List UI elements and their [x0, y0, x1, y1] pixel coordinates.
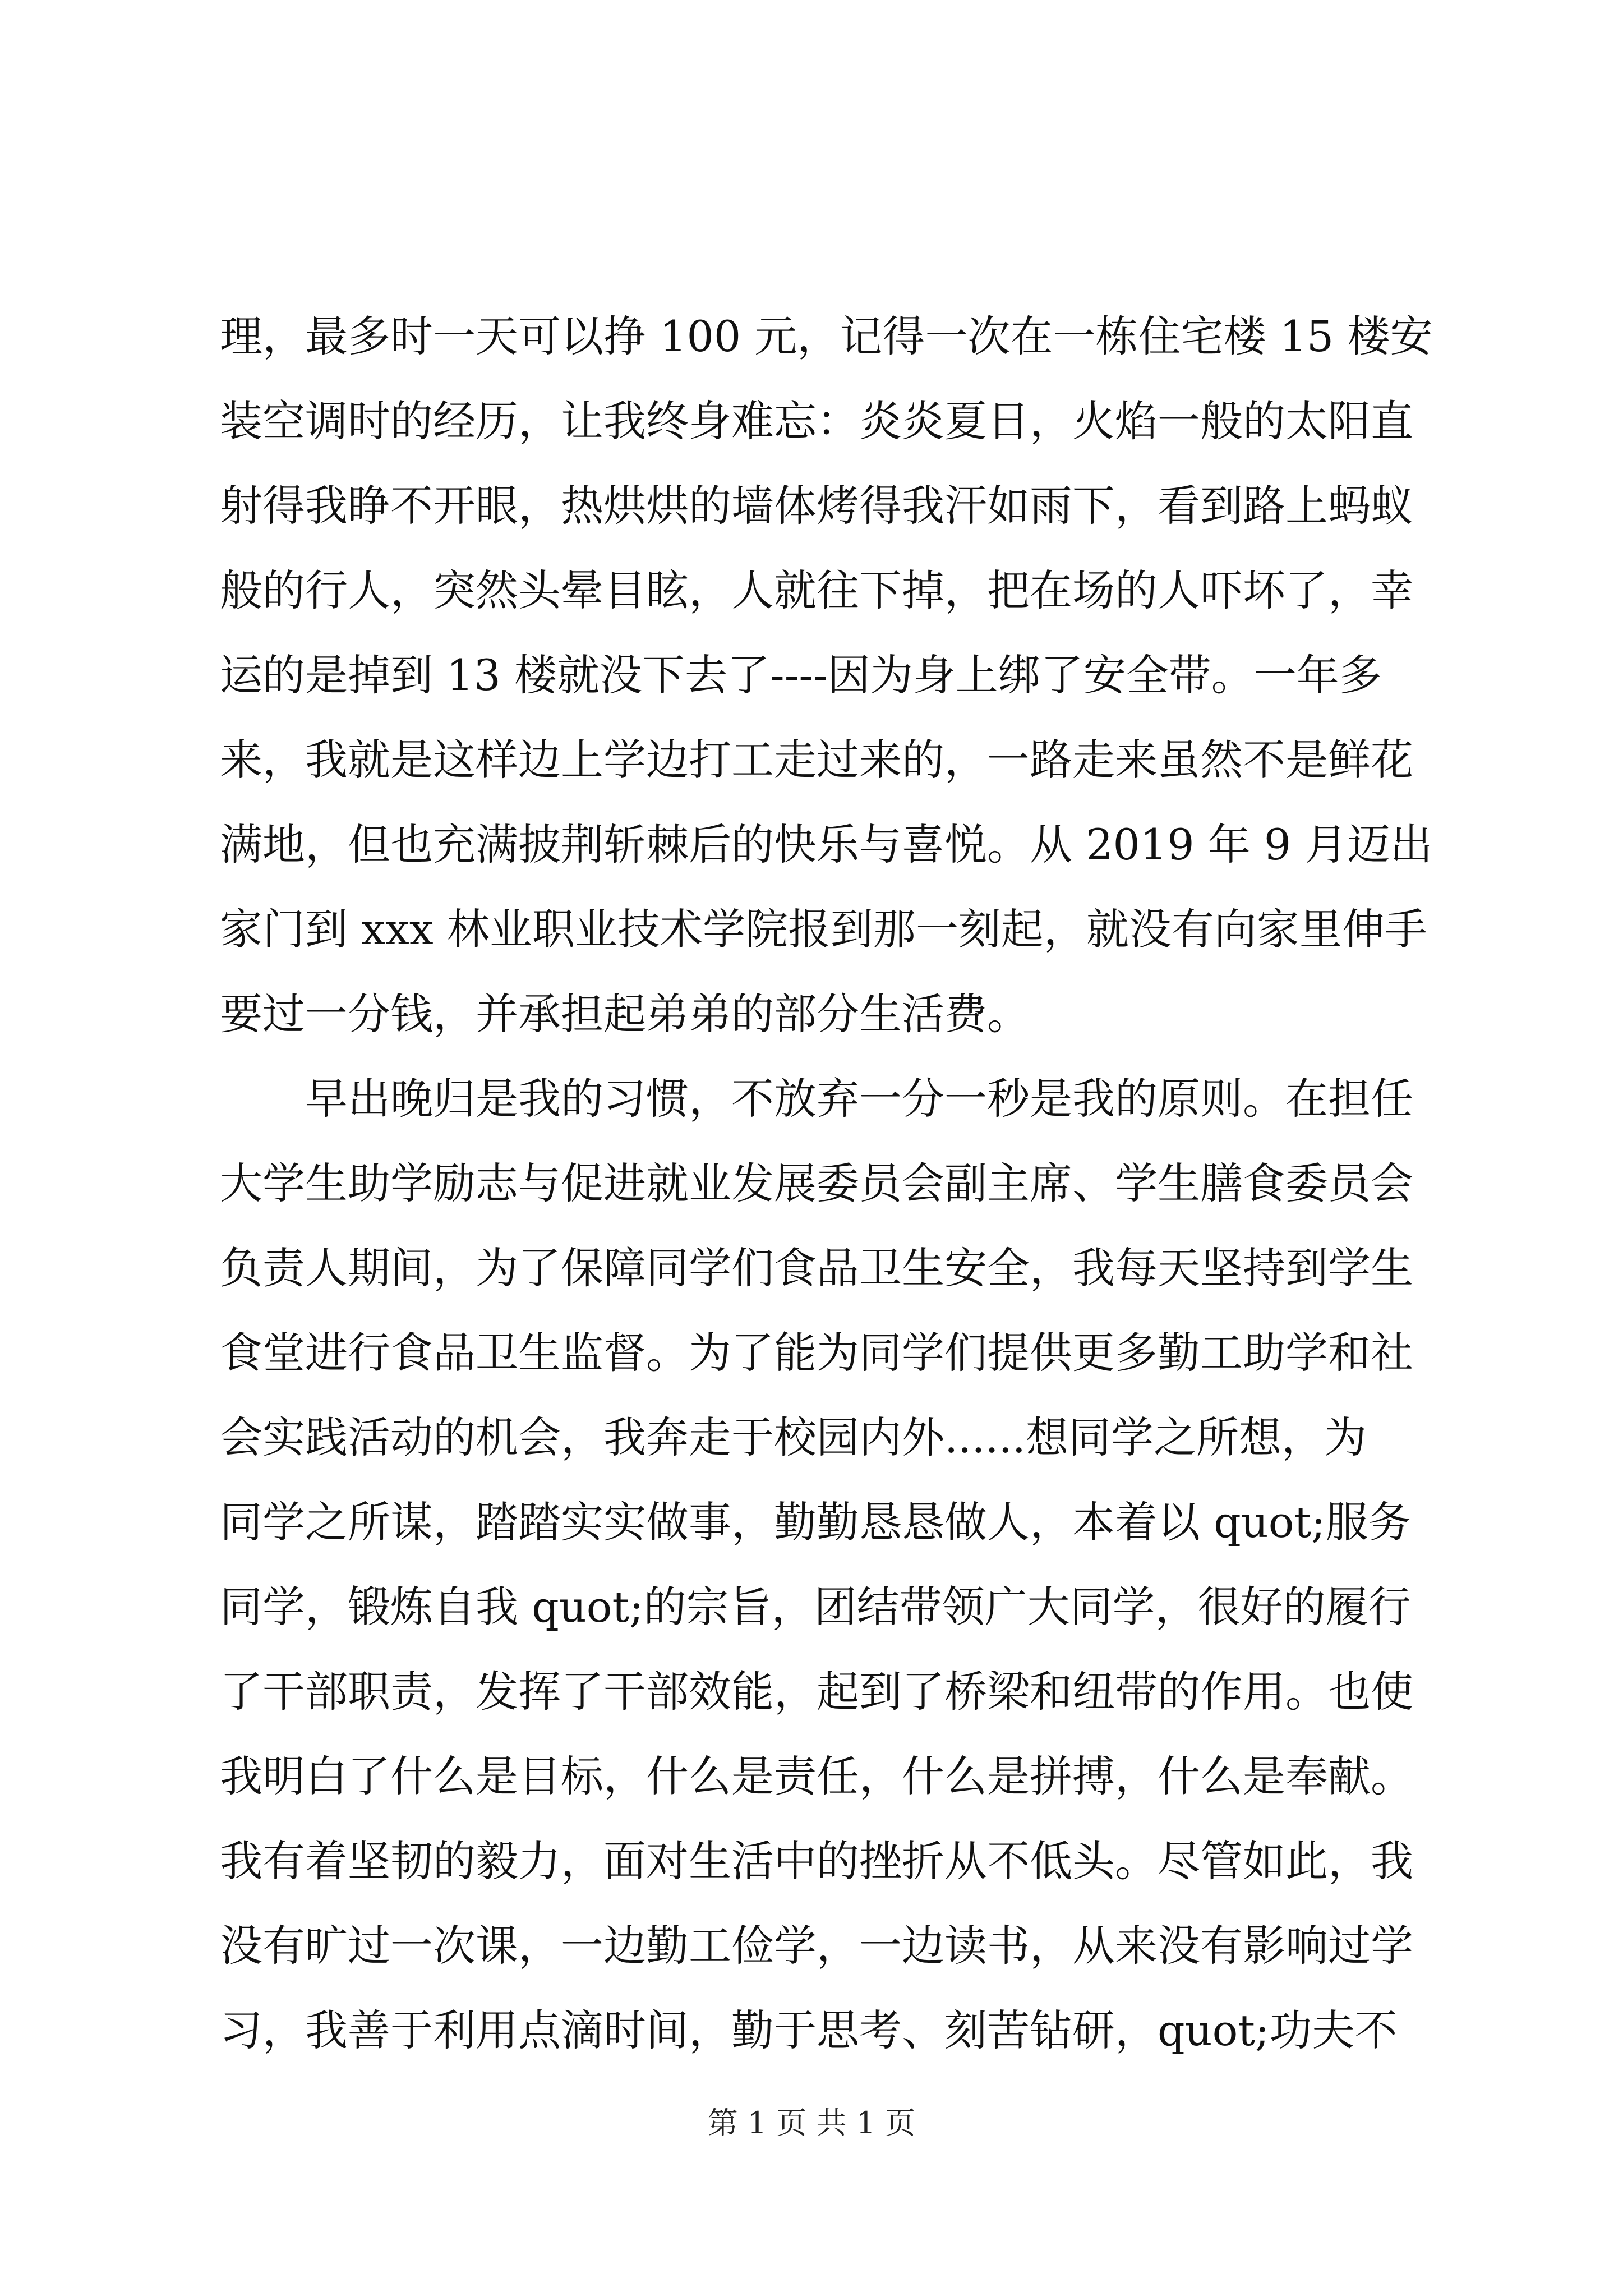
text-line: 我明白了什么是目标，什么是责任，什么是拼搏，什么是奉献。 [220, 1751, 1413, 1801]
text-line: 了干部职责，发挥了干部效能，起到了桥梁和纽带的作用。也使 [220, 1667, 1413, 1717]
text-line: 家门到 xxx 林业职业技术学院报到那一刻起，就没有向家里伸手 [220, 904, 1427, 954]
text-line: 会实践活动的机会，我奔走于校园内外......想同学之所想，为 [220, 1412, 1367, 1462]
text-line: 食堂进行食品卫生监督。为了能为同学们提供更多勤工助学和社 [220, 1328, 1413, 1378]
text-line: 满地，但也充满披荆斩棘后的快乐与喜悦。从 2019 年 9 月迈出 [220, 820, 1433, 869]
text-line: 习，我善于利用点滴时间，勤于思考、刻苦钻研，quot;功夫不 [220, 2005, 1398, 2055]
text-line: 理，最多时一天可以挣 100 元，记得一次在一栋住宅楼 15 楼安 [220, 311, 1433, 361]
text-line: 般的行人，突然头晕目眩，人就往下掉，把在场的人吓坏了，幸 [220, 565, 1413, 615]
text-line: 射得我睁不开眼，热烘烘的墙体烤得我汗如雨下，看到路上蚂蚁 [220, 481, 1413, 531]
text-line: 早出晚归是我的习惯，不放弃一分一秒是我的原则。在担任 [220, 1074, 1413, 1124]
text-line: 同学，锻炼自我 quot;的宗旨，团结带领广大同学，很好的履行 [220, 1582, 1411, 1632]
text-line: 没有旷过一次课，一边勤工俭学，一边读书，从来没有影响过学 [220, 1921, 1413, 1971]
text-line: 负责人期间，为了保障同学们食品卫生安全，我每天坚持到学生 [220, 1243, 1413, 1293]
text-line: 运的是掉到 13 楼就没下去了----因为身上绑了安全带。一年多 [220, 650, 1382, 700]
text-line: 我有着坚韧的毅力，面对生活中的挫折从不低头。尽管如此，我 [220, 1836, 1413, 1886]
page-footer: 第 1 页 共 1 页 [707, 2105, 916, 2141]
text-line: 大学生助学励志与促进就业发展委员会副主席、学生膳食委员会 [220, 1158, 1413, 1208]
text-line: 要过一分钱，并承担起弟弟的部分生活费。 [220, 989, 1030, 1039]
text-line: 装空调时的经历，让我终身难忘：炎炎夏日，火焰一般的太阳直 [220, 396, 1413, 446]
text-line: 同学之所谋，踏踏实实做事，勤勤恳恳做人，本着以 quot;服务 [220, 1497, 1411, 1547]
text-line: 来，我就是这样边上学边打工走过来的，一路走来虽然不是鲜花 [220, 735, 1413, 785]
